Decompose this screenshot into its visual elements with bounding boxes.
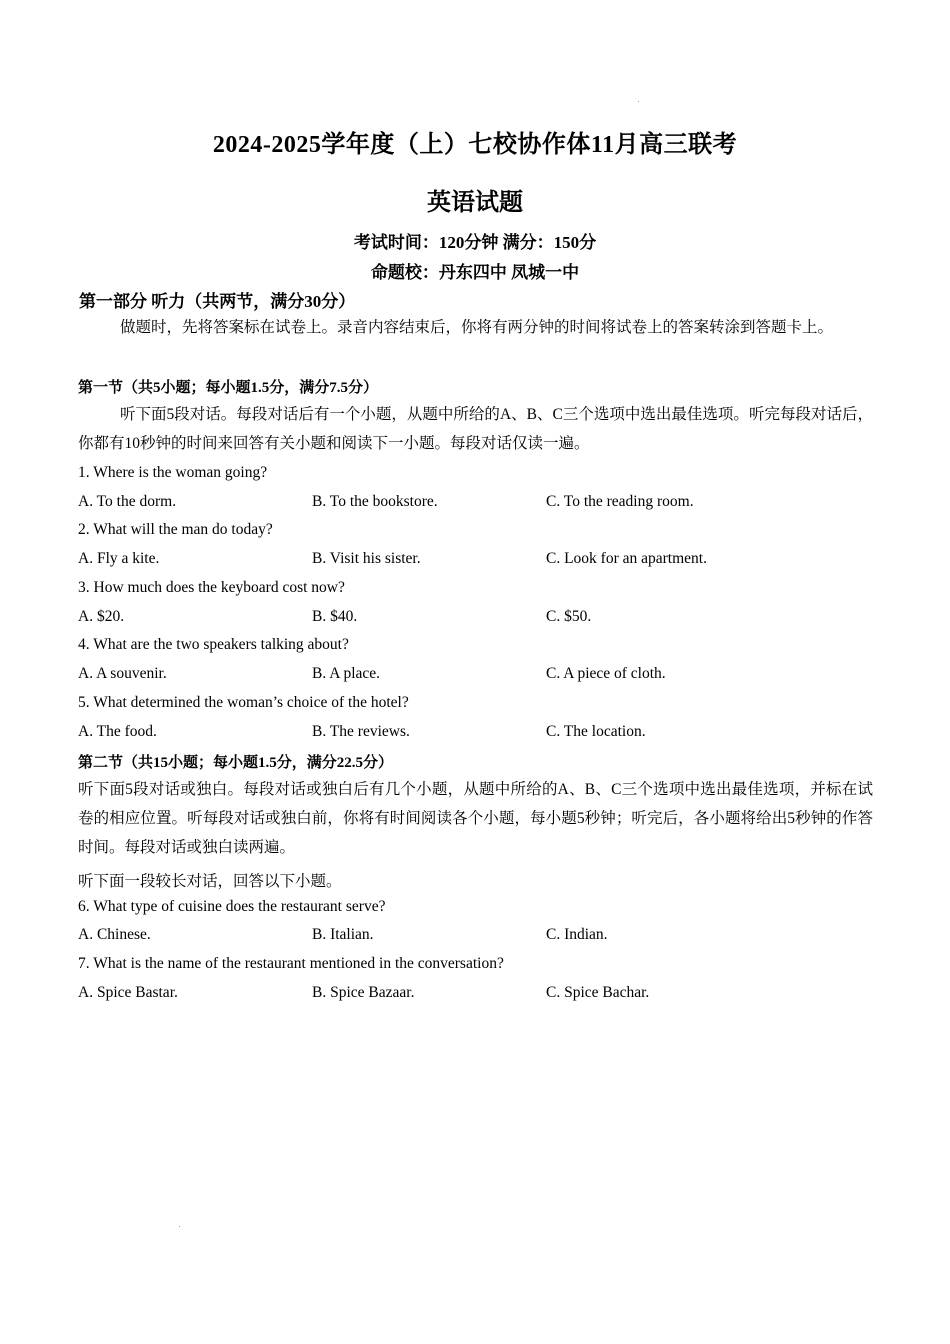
section1-instructions: 听下面5段对话。每段对话后有一个小题，从题中所给的A、B、C三个选项中选出最佳选项。听完每段对话后，你都有10秒钟的时间来回答有关小题和阅读下一小题。每段对话仅读一遍。 (78, 406, 873, 452)
option-6c: C. Indian. (546, 926, 608, 943)
part1-instructions: 做题时，先将答案标在试卷上。录音内容结束后，你将有两分钟的时间将试卷上的答案转涂到答题卡上。 (120, 319, 834, 336)
scan-speck (179, 1226, 180, 1227)
option-3c: C. $50. (546, 608, 592, 625)
exam-schools: 命题校：丹东四中 凤城一中 (370, 263, 580, 282)
option-6a: A. Chinese. (78, 926, 151, 943)
option-1c: C. To the reading room. (546, 493, 694, 510)
exam-info: 考试时间：120分钟 满分：150分 (353, 233, 597, 252)
section2-heading: 第二节（共15小题；每小题1.5分，满分22.5分） (78, 755, 394, 771)
option-2c: C. Look for an apartment. (546, 550, 707, 567)
section2-instructions: 听下面5段对话或独白。每段对话或独白后有几个小题，从题中所给的A、B、C三个选项中选出最佳选项，并标在试卷的相应位置。听每段对话或独白前，你将有时间阅读各个小题，每小题5秒钟；听完后，各小题将给出5秒钟的作答时间。每段对话或独白读两遍。 (78, 781, 873, 856)
option-5a: A. The food. (78, 723, 157, 740)
option-1b: B. To the bookstore. (312, 493, 438, 510)
option-5c: C. The location. (546, 723, 646, 740)
exam-subject: 英语试题 (427, 190, 523, 216)
part1-heading: 第一部分 听力（共两节，满分30分） (79, 292, 356, 311)
question-6: 6. What type of cuisine does the restaurant serve? (78, 898, 386, 915)
option-6b: B. Italian. (312, 926, 374, 943)
option-4b: B. A place. (312, 665, 381, 682)
question-3: 3. How much does the keyboard cost now? (78, 579, 345, 596)
question-5: 5. What determined the woman’s choice of the hotel? (78, 694, 409, 711)
option-2b: B. Visit his sister. (312, 550, 421, 567)
option-7a: A. Spice Bastar. (78, 984, 178, 1001)
option-3a: A. $20. (78, 608, 125, 625)
question-2: 2. What will the man do today? (78, 521, 273, 538)
option-4c: C. A piece of cloth. (546, 665, 666, 682)
option-7c: C. Spice Bachar. (546, 984, 650, 1001)
scan-speck (638, 101, 639, 102)
option-1a: A. To the dorm. (78, 493, 177, 510)
option-2a: A. Fly a kite. (78, 550, 160, 567)
question-1: 1. Where is the woman going? (78, 464, 268, 481)
section2-prompt: 听下面一段较长对话，回答以下小题。 (78, 873, 342, 890)
option-5b: B. The reviews. (312, 723, 410, 740)
option-7b: B. Spice Bazaar. (312, 984, 415, 1001)
question-4: 4. What are the two speakers talking about? (78, 636, 349, 653)
question-7: 7. What is the name of the restaurant mentioned in the conversation? (78, 955, 504, 972)
option-3b: B. $40. (312, 608, 358, 625)
section1-heading: 第一节（共5小题；每小题1.5分，满分7.5分） (78, 380, 379, 396)
exam-title: 2024-2025学年度（上）七校协作体11月高三联考 (212, 132, 738, 158)
option-4a: A. A souvenir. (78, 665, 167, 682)
